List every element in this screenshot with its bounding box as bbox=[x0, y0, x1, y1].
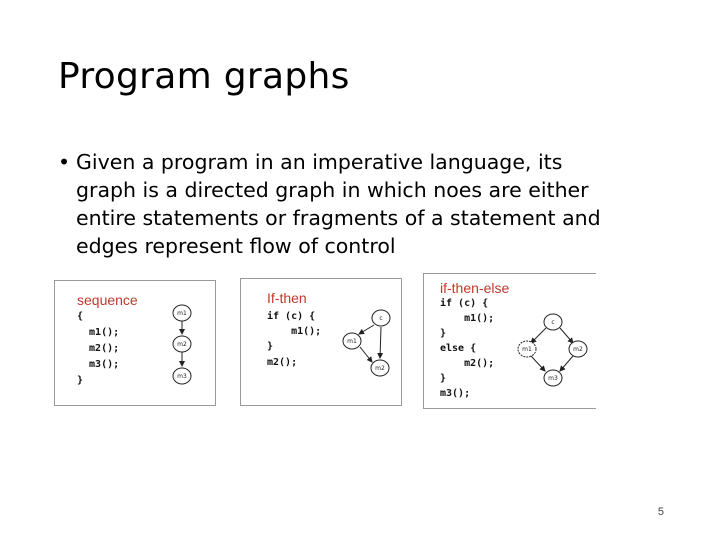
sequence-panel bbox=[54, 280, 216, 406]
if-then-code-line: } bbox=[267, 341, 274, 352]
if-then-else-code-line: } bbox=[440, 328, 447, 339]
if-then-else-title: if-then-else bbox=[440, 280, 510, 296]
sequence-code-line: } bbox=[77, 375, 84, 386]
node-m1-label: m1 bbox=[522, 346, 532, 353]
if-then-else-code-line: else { bbox=[440, 343, 477, 354]
sequence-code-line: m2(); bbox=[77, 343, 120, 354]
if-then-diagram bbox=[241, 279, 401, 405]
slide-title: Program graphs bbox=[58, 56, 350, 97]
if-then-else-code-line: m1(); bbox=[440, 313, 495, 324]
sequence-title: sequence bbox=[77, 292, 138, 308]
node-m2-label: m2 bbox=[573, 346, 583, 353]
if-then-else-code-line: m3(); bbox=[440, 388, 471, 399]
bullet-line-2: graph is a directed graph in which noes are either bbox=[76, 178, 589, 202]
if-then-panel bbox=[240, 278, 402, 406]
edge-c-m2 bbox=[560, 328, 573, 343]
if-then-code-line: m1(); bbox=[267, 326, 322, 337]
if-then-title: If-then bbox=[267, 290, 307, 306]
edge-m1-m3 bbox=[531, 356, 545, 371]
sequence-diagram bbox=[55, 281, 215, 405]
edge-c-m1 bbox=[531, 328, 546, 343]
bullet-line-3: entire statements or fragments of a statement and bbox=[76, 206, 601, 230]
if-then-else-panel bbox=[423, 273, 596, 409]
edge-m1-m2 bbox=[360, 347, 372, 362]
node-m3-label: m3 bbox=[548, 375, 558, 382]
edge-c-m2 bbox=[380, 327, 381, 358]
if-then-else-code-line: } bbox=[440, 373, 447, 384]
edge-m2-m3 bbox=[560, 356, 573, 371]
node-c-label: c bbox=[379, 315, 383, 322]
node-m1-label: m1 bbox=[177, 310, 187, 317]
page-number: 5 bbox=[657, 506, 664, 518]
bullet-line-1: Given a program in an imperative language, its bbox=[76, 150, 563, 174]
node-m2-label: m2 bbox=[375, 365, 385, 372]
if-then-else-code-line: m2(); bbox=[440, 358, 495, 369]
bullet-icon: • bbox=[58, 150, 71, 174]
sequence-code-line: { bbox=[77, 311, 84, 322]
if-then-else-code-line: if (c) { bbox=[440, 298, 489, 309]
node-m3-label: m3 bbox=[177, 373, 187, 380]
bullet-item bbox=[58, 148, 668, 260]
bullet-list bbox=[58, 148, 668, 260]
if-then-else-diagram bbox=[424, 274, 596, 408]
node-c-label: c bbox=[551, 319, 555, 326]
edge-c-m1 bbox=[359, 325, 374, 334]
if-then-code-line: if (c) { bbox=[267, 311, 316, 322]
sequence-code-line: m1(); bbox=[77, 327, 120, 338]
if-then-code-line: m2(); bbox=[267, 357, 298, 368]
sequence-code-line: m3(); bbox=[77, 359, 120, 370]
bullet-line-4: edges represent flow of control bbox=[76, 234, 396, 258]
node-m1-label: m1 bbox=[347, 338, 357, 345]
node-m2-label: m2 bbox=[177, 341, 187, 348]
